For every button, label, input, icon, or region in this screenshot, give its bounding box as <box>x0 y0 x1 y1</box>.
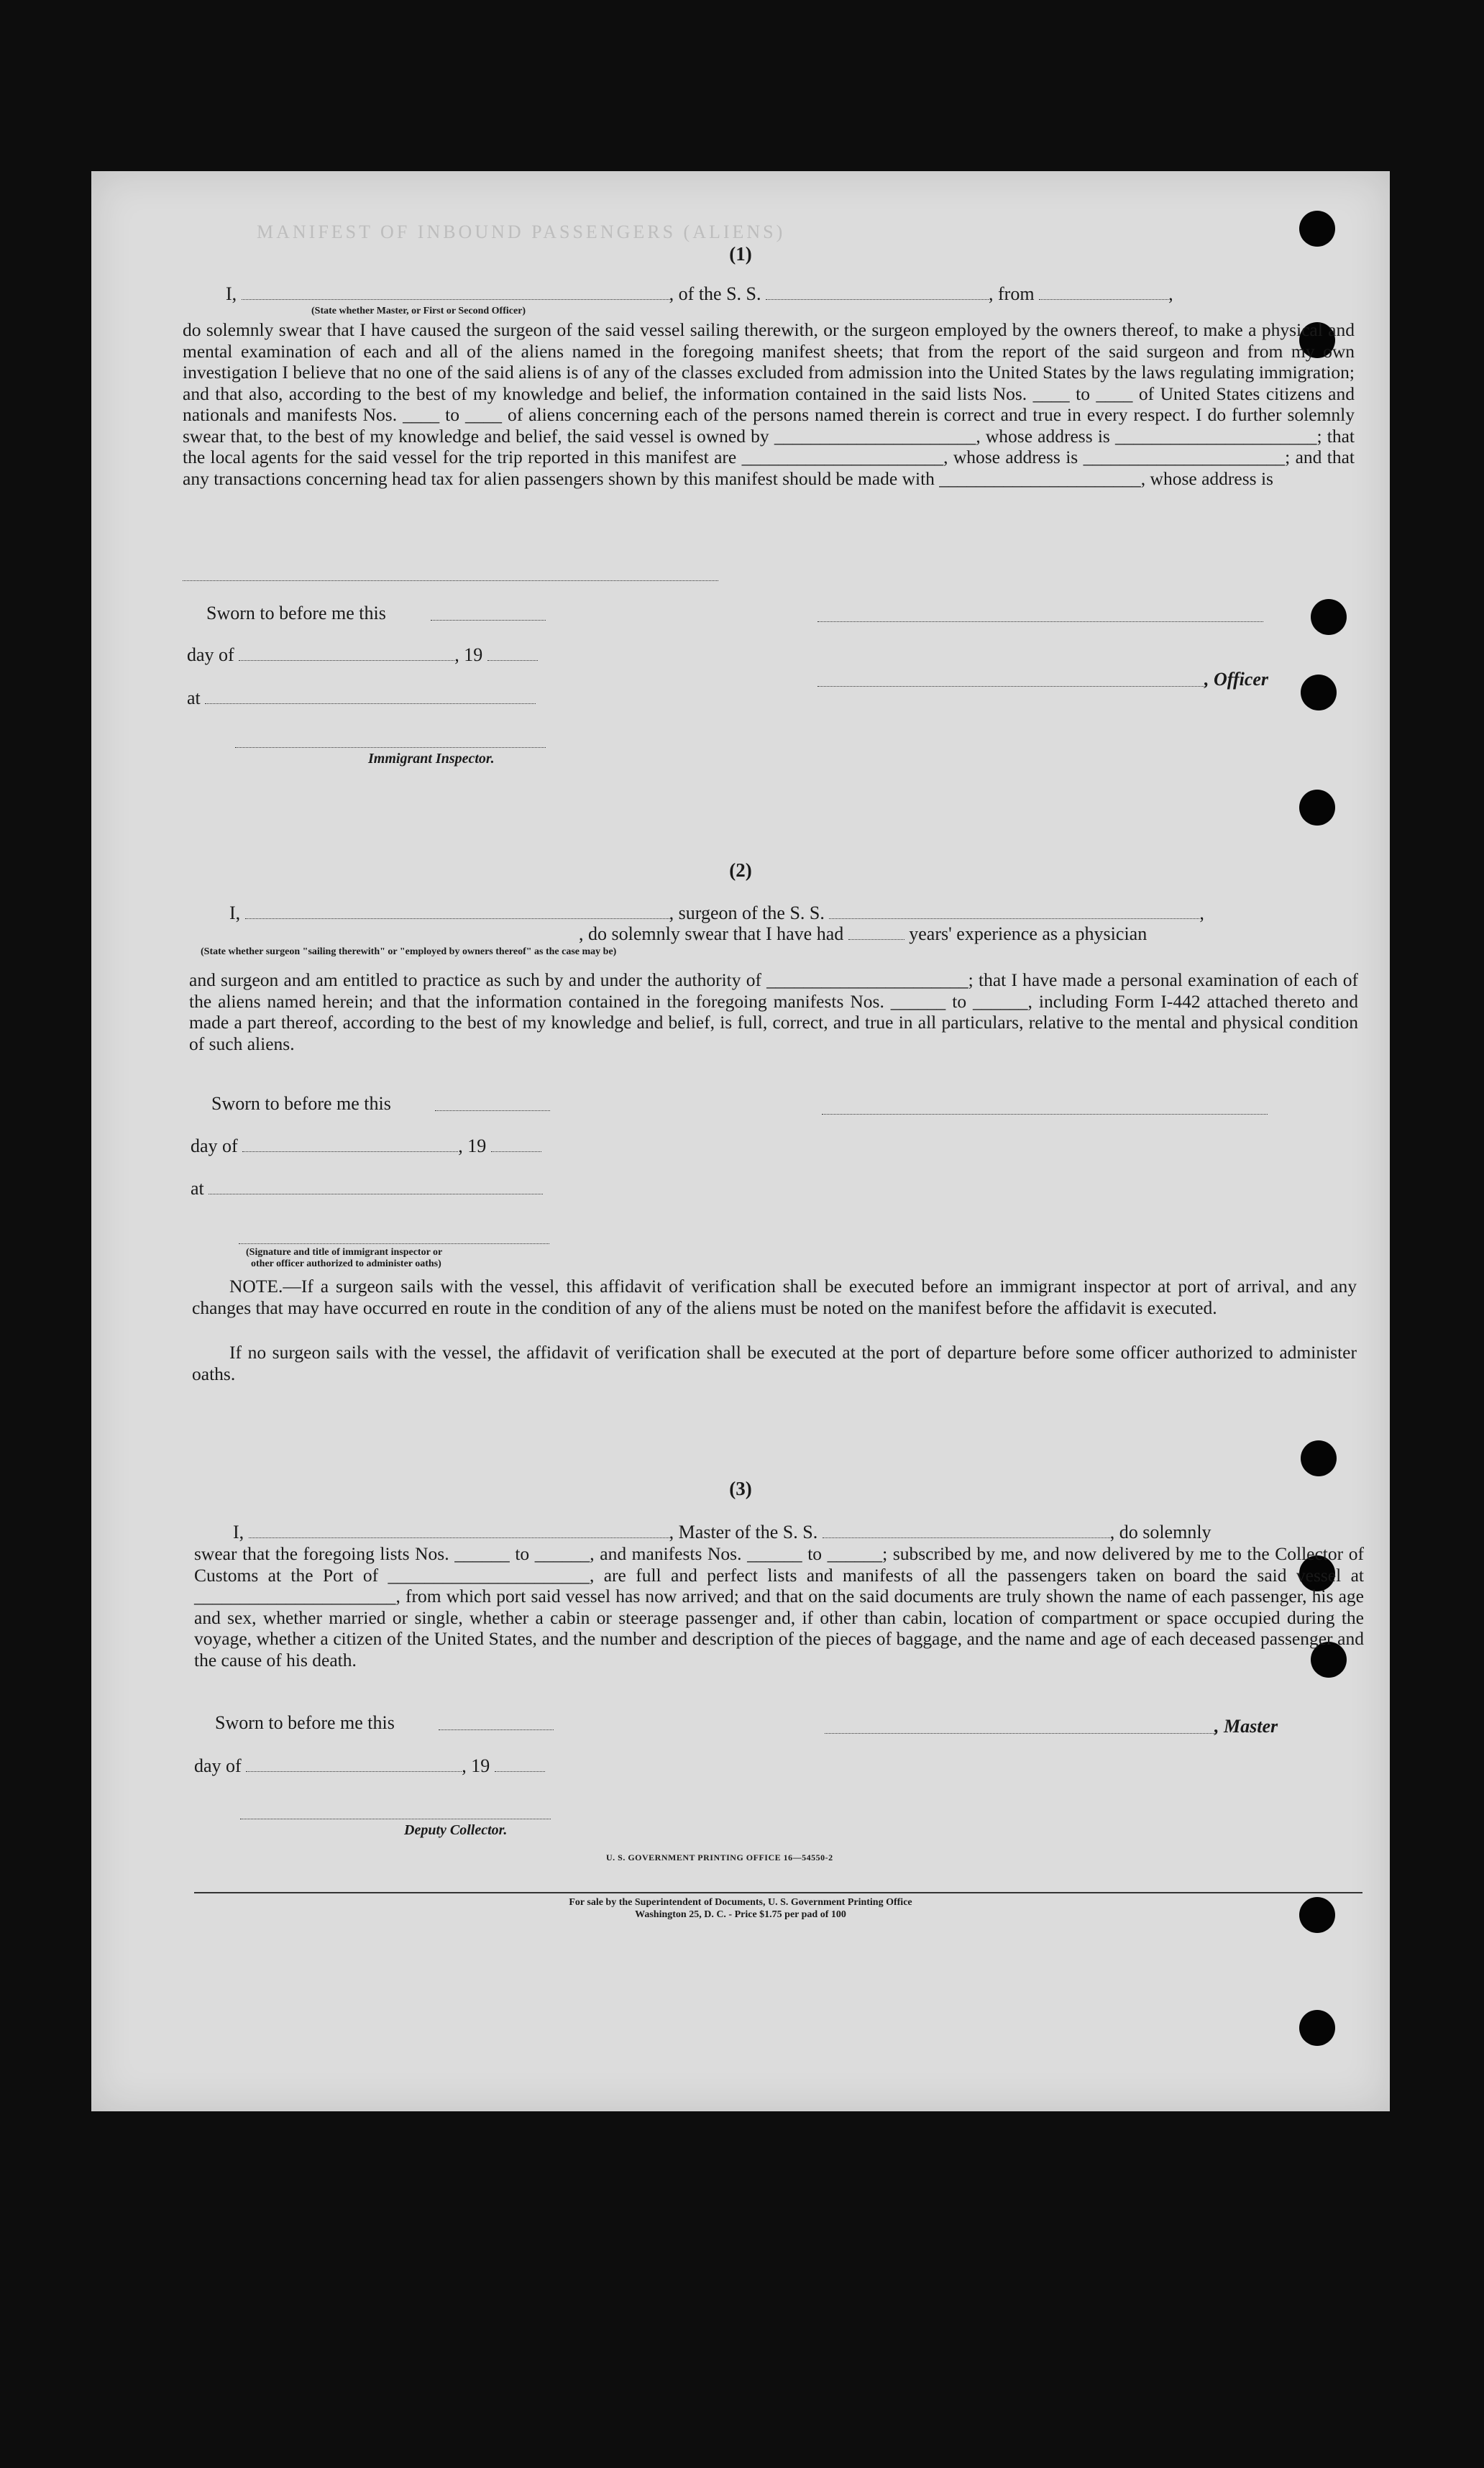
s3-year-field[interactable] <box>495 1770 545 1772</box>
s2-note-2: If no surgeon sails with the vessel, the affidavit of verification shall be executed at the port of departure before some officer authorized to administer oaths. <box>192 1342 1357 1384</box>
s2-sig-caption-2: other officer authorized to administer oaths) <box>251 1258 441 1269</box>
s2-years-field[interactable] <box>848 938 904 940</box>
punch-hole <box>1301 1440 1337 1476</box>
gpo-imprint: U. S. GOVERNMENT PRINTING OFFICE 16—54550-2 <box>606 1852 833 1863</box>
s2-years-label: years' experience as a physician <box>909 923 1148 944</box>
s1-vessel-field[interactable] <box>766 298 989 300</box>
section-1-number: (1) <box>729 243 752 265</box>
footer-sale-line-2: Washington 25, D. C. - Price $1.75 per pad of 100 <box>635 1909 846 1920</box>
s2-second-line <box>579 923 1147 945</box>
s3-sworn-date-field[interactable] <box>439 1729 554 1730</box>
form-page <box>91 171 1390 2111</box>
s1-i-label: I, <box>226 283 237 304</box>
s2-official-signature-line[interactable] <box>239 1243 549 1244</box>
s1-at-label: at <box>187 687 201 708</box>
punch-hole <box>1299 790 1335 826</box>
s2-oath-body: and surgeon and am entitled to practice as such by and under the authority of ______________________; that I have made a personal examination of each of the aliens named herein; and that the information contained in the foregoing manifests Nos. ______ to ______, including Form I-442 attached thereto and made a part thereof, according to the best of my knowledge and belief, is full, correct, and true in all particulars, relative to the mental and physical condition of such aliens. <box>189 969 1358 1054</box>
bleed-through-text: MANIFEST OF INBOUND PASSENGERS (ALIENS) <box>257 221 786 242</box>
s3-vessel-field[interactable] <box>823 1537 1110 1538</box>
s1-of-ss-label: , of the S. S. <box>669 283 761 304</box>
s3-collector-caption: Deputy Collector. <box>404 1822 508 1838</box>
s2-sig-caption-1: (Signature and title of immigrant inspector or <box>246 1247 443 1258</box>
s2-day-field[interactable] <box>242 1151 458 1152</box>
s3-day-field[interactable] <box>246 1770 462 1772</box>
s1-at-field[interactable] <box>205 703 536 704</box>
s1-year-field[interactable] <box>487 659 538 661</box>
punch-hole <box>1301 675 1337 710</box>
s1-officer-name-field[interactable] <box>242 298 669 300</box>
punch-hole <box>1311 599 1347 635</box>
section-3-number: (3) <box>729 1478 752 1499</box>
s1-day-field[interactable] <box>239 659 454 661</box>
s1-inspector-caption: Immigrant Inspector. <box>368 751 495 767</box>
s3-sworn-label: Sworn to before me this <box>215 1712 395 1733</box>
s2-surgeon-signature-line[interactable] <box>822 1113 1268 1115</box>
s1-caption: (State whether Master, or First or Second Officer) <box>311 306 526 316</box>
s2-year-field[interactable] <box>491 1151 541 1152</box>
s3-master-name-field[interactable] <box>249 1537 669 1538</box>
s3-collector-signature-line[interactable] <box>240 1818 551 1819</box>
footer-rule <box>194 1891 1362 1893</box>
s2-first-line: I, , surgeon of the S. S. , <box>229 902 1204 923</box>
s2-day-of-row <box>191 1135 541 1157</box>
s1-officer-label: , Officer <box>1204 669 1269 690</box>
s2-sworn-label: Sworn to before me this <box>211 1093 391 1114</box>
s3-day-of-row <box>194 1755 545 1777</box>
s1-day-of-label: day of <box>187 644 234 665</box>
punch-hole <box>1299 211 1335 247</box>
s2-at-row <box>191 1178 543 1199</box>
s1-first-line: I, , of the S. S. , from , <box>226 283 1173 304</box>
s2-at-field[interactable] <box>209 1193 543 1194</box>
s3-first-line <box>233 1522 1212 1543</box>
s3-master-label-sig: , Master <box>1214 1716 1278 1737</box>
s1-year-label: , 19 <box>454 644 483 665</box>
s2-surgeon-label: , surgeon of the S. S. <box>669 902 825 923</box>
s3-year-label: , 19 <box>462 1755 490 1776</box>
s2-caption: (State whether surgeon "sailing therewith" or "employed by owners thereof" as the case may be) <box>201 946 617 957</box>
section-2-number: (2) <box>729 859 752 881</box>
s3-day-of-label: day of <box>194 1755 242 1776</box>
s1-from-label: , from <box>989 283 1035 304</box>
s2-surgeon-name-field[interactable] <box>245 918 669 919</box>
s2-note-1: NOTE.—If a surgeon sails with the vessel, this affidavit of verification shall be executed before an immigrant inspector at port of arrival, and any changes that may have occurred en route in the condition of any of the aliens must be noted on the manifest before the affidavit is executed. <box>192 1276 1357 1318</box>
s1-oath-body: do solemnly swear that I have caused the surgeon of the said vessel sailing therewith, or the surgeon employed by the owners thereof, to make a physical and mental examination of each and all of the aliens named in the foregoing manifest sheets; that from the report of the said surgeon and from my own investigation I believe that no one of the said aliens is of any of the classes excluded from admission into the United States by the laws regulating immigration; and that also, according to the best of my knowledge and belief, the information contained in the said lists Nos. ____ to ____ of United States citizens and nationals and manifests Nos. ____ to ____ of aliens concerning each of the persons named therein is correct and true in every respect. I do further solemnly swear that, to the best of my knowledge and belief, the said vessel is owned by ______________________, whose address is ______________________; that the local agents for the said vessel for the trip reported in this manifest are ______________________, whose address is ______________________; and that any transactions concerning head tax for alien passengers shown by this manifest should be made with ______________________, whose address is <box>183 319 1355 489</box>
s2-at-label: at <box>191 1178 204 1199</box>
s3-solemnly-label: , do solemnly <box>1109 1522 1212 1542</box>
s2-swear-label: , do solemnly swear that I have had <box>579 923 844 944</box>
s1-inspector-signature-line[interactable] <box>235 746 546 748</box>
s1-at-row <box>187 687 536 709</box>
footer-sale-line-1: For sale by the Superintendent of Documents, U. S. Government Printing Office <box>569 1897 912 1908</box>
s3-master-label: , Master of the S. S. <box>669 1522 818 1542</box>
s2-day-of-label: day of <box>191 1135 238 1156</box>
s1-sworn-date-field[interactable] <box>431 619 546 621</box>
s3-master-signature-line[interactable] <box>825 1732 1217 1734</box>
s1-officer-signature-line[interactable] <box>817 621 1263 622</box>
s1-day-of-row <box>187 644 538 666</box>
punch-hole <box>1299 2010 1335 2046</box>
s2-sworn-date-field[interactable] <box>435 1110 550 1111</box>
s3-i-label: I, <box>233 1522 244 1542</box>
s2-i-label: I, <box>229 902 241 923</box>
s1-sworn-label: Sworn to before me this <box>206 603 386 623</box>
s1-address-continuation-line[interactable] <box>183 580 718 581</box>
s3-oath-body: swear that the foregoing lists Nos. ______ to ______, and manifests Nos. ______ to ______; subscribed by me, and now delivered by me to the Collector of Customs at the Port of ______________________, are full and perfect lists and manifests of all the passengers taken on board the said vessel at ______________________, from which port said vessel has now arrived; and that on the said documents are truly shown the name of each passenger, his age and sex, whether married or single, whether a cabin or steerage passenger and, if other than cabin, location of compartment or space occupied during the voyage, whether a citizen of the United States, and the number and description of the pieces of baggage, and the name and age of each deceased passenger and the cause of his death. <box>194 1543 1364 1671</box>
s1-from-field[interactable] <box>1039 298 1168 300</box>
s1-officer-name-line[interactable] <box>817 685 1206 687</box>
s2-vessel-field[interactable] <box>829 918 1199 919</box>
s2-year-label: , 19 <box>458 1135 487 1156</box>
